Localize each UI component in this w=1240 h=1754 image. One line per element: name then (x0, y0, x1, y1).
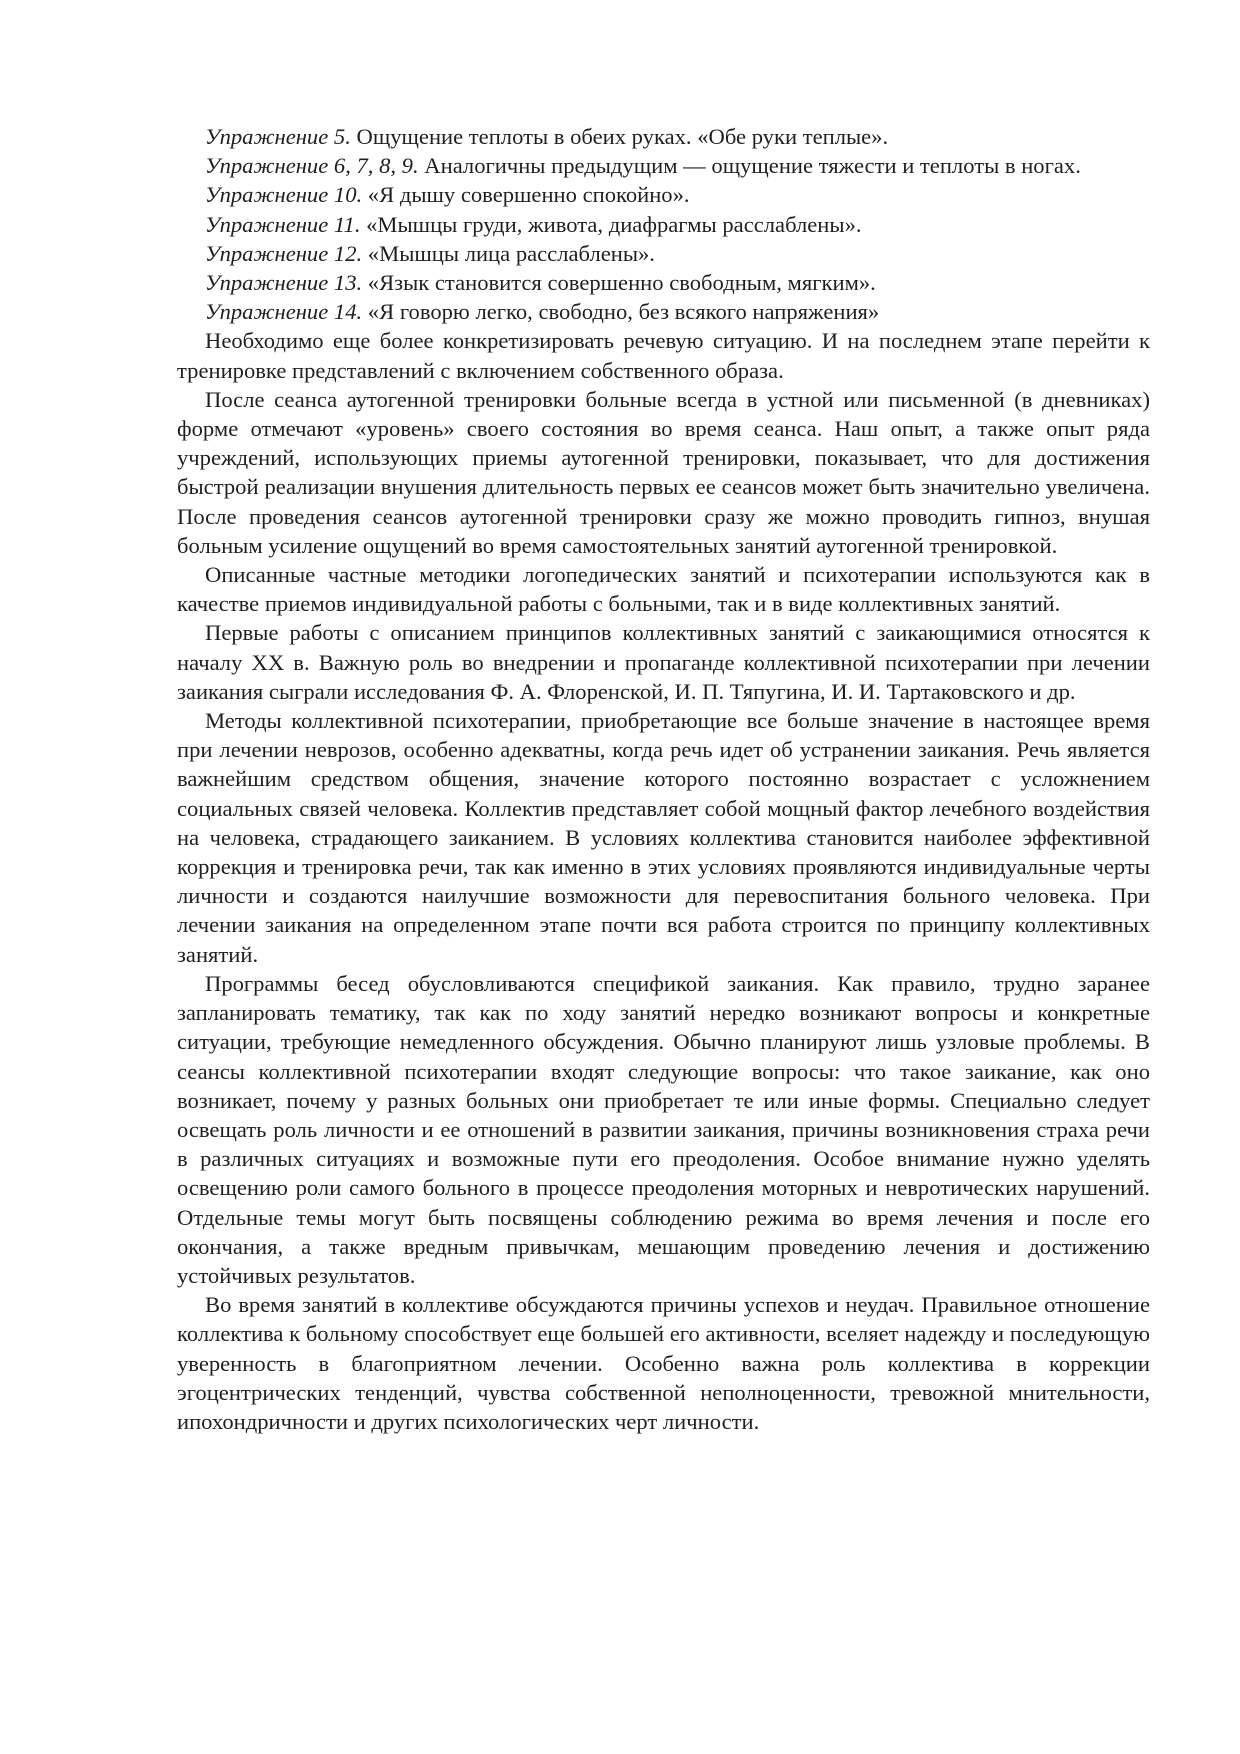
exercise-label: Упражнение 13. (205, 270, 363, 296)
exercise-11 (177, 210, 1150, 239)
exercise-label: Упражнение 14. (205, 299, 363, 325)
paragraph-collective-discussion: Во время занятий в коллективе обсуждаются причины успехов и неудач. Правильное отношение коллектива к больному способствует еще большей его активности, вселяет надежду и последующую уверенность в благоприятном лечении. Особенно важна роль коллектива в коррекции эгоцентрических тенденций, чувства собственной неполноценности, тревожной мнительности, ипохондричности и других психологических черт личности. (177, 1292, 1150, 1434)
exercise-text: Ощущение теплоты в обеих руках. «Обе руки теплые». (350, 124, 889, 149)
exercise-12 (177, 239, 1150, 268)
exercise-6-9 (177, 151, 1150, 180)
paragraph-methods-usage: Описанные частные методики логопедических занятий и психотерапии используются как в качестве приемов индивидуальной работы с больными, так и в виде коллективных занятий. (177, 562, 1150, 617)
exercise-10 (177, 180, 1150, 209)
exercise-label: Упражнение 5. (205, 124, 351, 149)
paragraph-speech-situation: Необходимо еще более конкретизировать речевую ситуацию. И на последнем этапе перейти к тренировке представлений с включением собственного образа. (177, 328, 1150, 383)
exercise-text: «Мышцы груди, живота, диафрагмы расслаблены». (360, 211, 862, 237)
exercise-text: «Мышцы лица расслаблены». (362, 240, 655, 266)
exercise-label: Упражнение 10. (205, 182, 363, 208)
paragraph-first-works: Первые работы с описанием принципов коллективных занятий с заикающимися относятся к началу XX в. Важную роль во внедрении и пропаганде коллективной психотерапии при лечении заикания сыграли исследования Ф. А. Флоренской, И. П. Тяпугина, И. И. Тартаковского и др. (177, 620, 1150, 704)
exercise-label: Упражнение 12. (205, 240, 363, 266)
exercise-text: «Я говорю легко, свободно, без всякого напряжения» (362, 299, 880, 325)
exercise-label: Упражнение 6, 7, 8, 9. (205, 153, 419, 179)
paragraph-collective-psychotherapy: Методы коллективной психотерапии, приобретающие все больше значение в настоящее время при лечении неврозов, особенно адекватны, когда речь идет об устранении заикания. Речь является важнейшим средством общения, значение которого постоянно возрастает с усложнением социальных связей человека. Коллектив представляет собой мощный фактор лечебного воздействия на человека, страдающего заиканием. В условиях коллектива становится наиболее эффективной коррекция и тренировка речи, так как именно в этих условиях проявляются индивидуальные черты личности и создаются наилучшие возможности для перевоспитания больного человека. При лечении заикания на определенном этапе почти вся работа строится по принципу коллективных занятий. (177, 708, 1150, 967)
paragraph-autogenic-session: После сеанса аутогенной тренировки больные всегда в устной или письменной (в дневниках) форме отмечают «уровень» своего состояния во время сеанса. Наш опыт, а также опыт ряда учреждений, использующих приемы аутогенной тренировки, показывает, что для достижения быстрой реализации внушения длительность первых ее сеансов может быть значительно увеличена. После проведения сеансов аутогенной тренировки сразу же можно проводить гипноз, внушая больным усиление ощущений во время самостоятельных занятий аутогенной тренировкой. (177, 386, 1150, 558)
exercise-label: Упражнение 11. (205, 211, 361, 237)
exercise-text: Аналогичны предыдущим — ощущение тяжести и теплоты в ногах. (418, 153, 1081, 179)
exercise-13 (177, 268, 1150, 297)
exercise-text: «Язык становится совершенно свободным, мягким». (362, 270, 876, 296)
exercise-14 (177, 297, 1150, 326)
paragraph-conversation-programs: Программы бесед обусловливаются спецификой заикания. Как правило, трудно заранее запланировать тематику, так как по ходу занятий нередко возникают вопросы и конкретные ситуации, требующие немедленного обсуждения. Обычно планируют лишь узловые проблемы. В сеансы коллективной психотерапии входят следующие вопросы: что такое заикание, как оно возникает, почему у разных больных они приобретает те или иные формы. Специально следует освещать роль личности и ее отношений в развитии заикания, причины возникновения страха речи в различных ситуациях и возможные пути его преодоления. Особое внимание нужно уделять освещению роли самого больного в процессе преодоления моторных и невротических нарушений. Отдельные темы могут быть посвящены соблюдению режима во время лечения и после его окончания, а также вредным привычкам, мешающим проведению лечения и достижению устойчивых результатов. (177, 970, 1150, 1288)
exercise-5 (177, 122, 1150, 151)
exercise-text: «Я дышу совершенно спокойно». (362, 182, 690, 208)
